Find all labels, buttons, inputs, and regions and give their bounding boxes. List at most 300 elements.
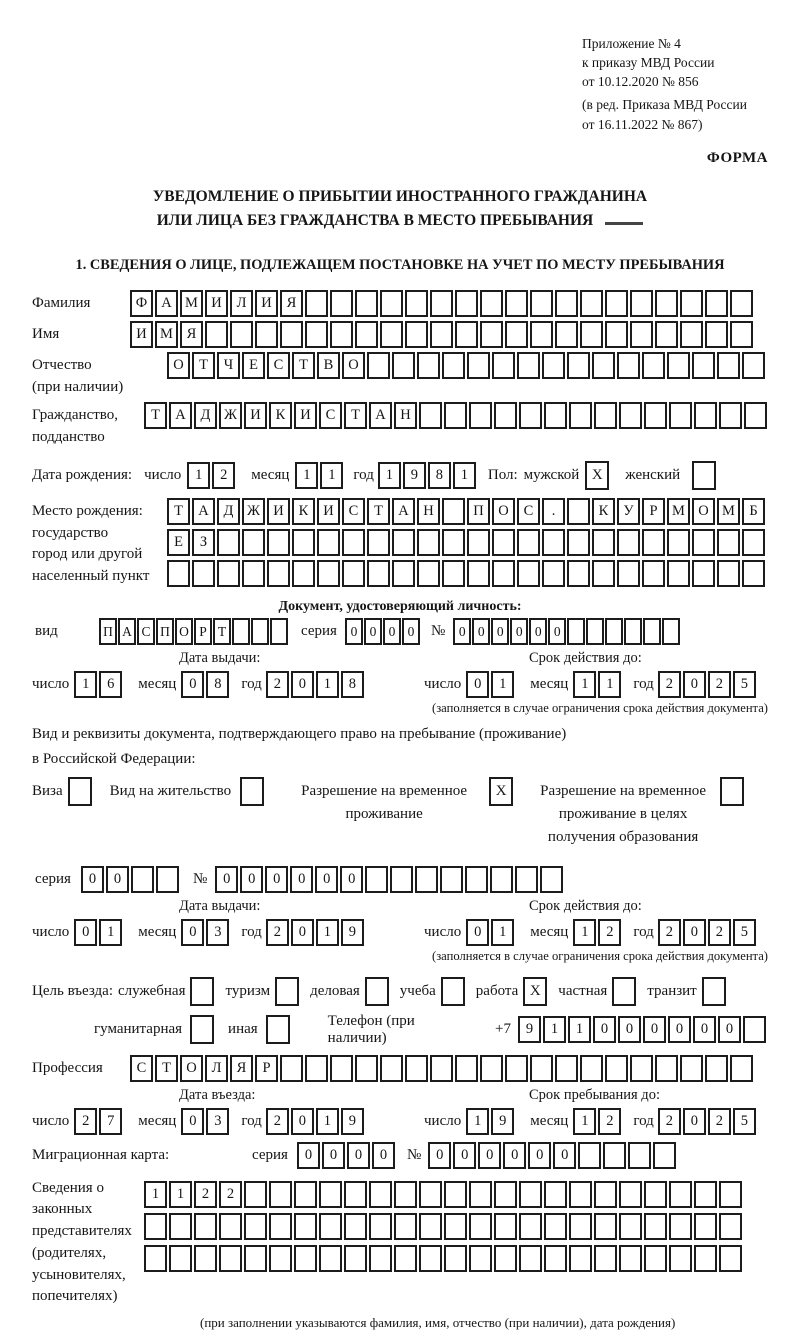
char-box	[719, 1213, 742, 1240]
char-box	[744, 402, 767, 429]
option-residence-permit-checkbox	[240, 777, 266, 806]
representatives-line3	[144, 1245, 744, 1272]
char-box	[667, 352, 690, 379]
char-box	[555, 321, 578, 348]
birth-place-label: Место рождения: государство город или другой населенный пункт	[32, 502, 150, 585]
char-box	[405, 290, 428, 317]
char-box	[619, 1245, 642, 1272]
char-box	[240, 777, 264, 806]
char-box	[419, 1181, 442, 1208]
char-box: 0	[466, 919, 489, 946]
char-box: Т	[155, 1055, 178, 1082]
char-box: П	[99, 618, 117, 645]
purpose-tourism-label: туризм	[225, 982, 271, 999]
char-box	[594, 1181, 617, 1208]
char-box: 0	[718, 1016, 741, 1043]
form-label: ФОРМА	[706, 149, 768, 166]
char-box: М	[180, 290, 203, 317]
doc-number-boxes	[453, 618, 681, 645]
char-box: Я	[230, 1055, 253, 1082]
char-box	[619, 402, 642, 429]
char-box: 1	[169, 1181, 192, 1208]
char-box	[390, 866, 413, 893]
char-box: 0	[240, 866, 263, 893]
valid-year-boxes	[658, 671, 758, 698]
char-box: 1	[316, 671, 339, 698]
res-issue-year-boxes	[266, 919, 366, 946]
char-box	[594, 402, 617, 429]
char-box: М	[717, 498, 740, 525]
char-box	[680, 290, 703, 317]
valid-until-header: Срок действия до:	[529, 649, 642, 666]
char-box: .	[542, 498, 565, 525]
series-label: серия	[35, 870, 71, 887]
stay-until-header: Срок пребывания до:	[529, 1086, 660, 1103]
annex-reference	[582, 34, 768, 134]
char-box: И	[205, 290, 228, 317]
char-box: 1	[491, 919, 514, 946]
char-box: 0	[402, 618, 420, 645]
char-box: 7	[99, 1108, 122, 1135]
annex-line: от 10.12.2020 № 856	[582, 74, 699, 90]
residence-doc-intro2: в Российской Федерации:	[32, 750, 196, 767]
char-box: В	[317, 352, 340, 379]
purpose-business-checkbox	[365, 977, 391, 1006]
char-box	[580, 321, 603, 348]
issue-day-boxes	[74, 671, 124, 698]
male-label: мужской	[523, 466, 580, 483]
surname-row	[32, 290, 768, 317]
char-box: Р	[255, 1055, 278, 1082]
annex-line: к приказу МВД России	[582, 55, 715, 71]
purpose-work-checkbox	[523, 977, 549, 1006]
char-box	[219, 1213, 242, 1240]
day-label: число	[32, 1112, 70, 1129]
char-box: С	[517, 498, 540, 525]
char-box: С	[342, 498, 365, 525]
char-box	[605, 618, 623, 645]
valid-day-boxes	[466, 671, 516, 698]
migration-card-label: Миграционная карта:	[32, 1146, 170, 1163]
char-box: 2	[266, 671, 289, 698]
char-box	[692, 560, 715, 587]
char-box	[505, 1055, 528, 1082]
char-box: К	[269, 402, 292, 429]
char-box	[469, 402, 492, 429]
char-box	[294, 1181, 317, 1208]
char-box: 0	[315, 866, 338, 893]
char-box	[417, 352, 440, 379]
char-box: 0	[291, 919, 314, 946]
char-box	[667, 529, 690, 556]
char-box: 2	[598, 1108, 621, 1135]
char-box	[603, 1142, 626, 1169]
char-box	[605, 1055, 628, 1082]
char-box	[567, 498, 590, 525]
option-temp-residence-label: Разрешение на временное проживание	[301, 782, 468, 823]
char-box: Д	[194, 402, 217, 429]
char-box	[540, 866, 563, 893]
char-box	[519, 1245, 542, 1272]
purpose-transit-label: транзит	[647, 982, 697, 999]
year-label: год	[633, 923, 654, 940]
char-box	[580, 290, 603, 317]
char-box	[266, 1015, 290, 1044]
char-box	[730, 290, 753, 317]
char-box	[494, 1213, 517, 1240]
char-box: 0	[290, 866, 313, 893]
issue-year-boxes	[266, 671, 366, 698]
char-box	[367, 352, 390, 379]
annex-line: Приложение № 4	[582, 36, 681, 51]
birth-place-line2	[167, 529, 767, 556]
char-box	[230, 321, 253, 348]
char-box	[205, 321, 228, 348]
name-boxes	[130, 321, 755, 348]
char-box	[217, 529, 240, 556]
char-box	[194, 1245, 217, 1272]
char-box	[617, 560, 640, 587]
char-box: 3	[206, 1108, 229, 1135]
char-box: 9	[341, 1108, 364, 1135]
char-box	[592, 529, 615, 556]
char-box	[544, 402, 567, 429]
char-box	[430, 290, 453, 317]
option-residence-permit-label: Вид на жительство	[109, 782, 232, 799]
char-box: 8	[206, 671, 229, 698]
entry-date-group	[32, 1108, 424, 1135]
char-box: 2	[658, 919, 681, 946]
char-box: Л	[205, 1055, 228, 1082]
issue-date-group	[32, 919, 424, 946]
month-label: месяц	[530, 923, 569, 940]
char-box	[653, 1142, 676, 1169]
purpose-official-checkbox	[190, 977, 216, 1006]
char-box: 3	[206, 919, 229, 946]
char-box: 1	[568, 1016, 591, 1043]
char-box: У	[617, 498, 640, 525]
char-box	[617, 352, 640, 379]
char-box	[430, 321, 453, 348]
char-box	[542, 352, 565, 379]
patronymic-label: Отчество (при наличии)	[32, 356, 124, 395]
char-box	[269, 1181, 292, 1208]
char-box	[467, 560, 490, 587]
option-visa-label: Виза	[32, 782, 63, 799]
char-box	[517, 352, 540, 379]
char-box	[441, 977, 465, 1006]
purpose-row1	[32, 977, 768, 1006]
char-box: А	[118, 618, 136, 645]
series-label: серия	[252, 1146, 288, 1163]
char-box	[542, 529, 565, 556]
purpose-study-checkbox	[441, 977, 467, 1006]
residence-doc-intro1: Вид и реквизиты документа, подтверждающего право на пребывание (проживание)	[32, 725, 567, 742]
patronymic-boxes	[167, 352, 767, 379]
char-box: 0	[297, 1142, 320, 1169]
char-box: X	[489, 777, 513, 806]
day-label: число	[424, 923, 462, 940]
profession-label: Профессия	[32, 1059, 103, 1076]
char-box: 0	[340, 866, 363, 893]
char-box	[367, 560, 390, 587]
char-box	[442, 560, 465, 587]
char-box: З	[192, 529, 215, 556]
char-box	[444, 402, 467, 429]
char-box: 0	[291, 1108, 314, 1135]
year-label: год	[633, 1112, 654, 1129]
char-box: 0	[683, 919, 706, 946]
char-box: А	[169, 402, 192, 429]
char-box: 0	[472, 618, 490, 645]
char-box	[517, 560, 540, 587]
residence-doc-series-row	[32, 866, 768, 893]
char-box: 0	[478, 1142, 501, 1169]
char-box: 0	[215, 866, 238, 893]
char-box	[569, 1181, 592, 1208]
char-box: Е	[167, 529, 190, 556]
char-box	[505, 290, 528, 317]
char-box	[294, 1213, 317, 1240]
char-box	[669, 1213, 692, 1240]
birth-date-row	[32, 461, 768, 490]
year-label: год	[241, 923, 262, 940]
char-box	[417, 529, 440, 556]
char-box	[192, 560, 215, 587]
char-box	[605, 290, 628, 317]
char-box	[692, 461, 716, 490]
char-box	[505, 321, 528, 348]
purpose-business-label: деловая	[310, 982, 360, 999]
char-box	[717, 560, 740, 587]
name-row	[32, 321, 768, 348]
option-visa-checkbox	[68, 777, 94, 806]
char-box	[542, 560, 565, 587]
stay-day-boxes	[466, 1108, 516, 1135]
char-box	[344, 1213, 367, 1240]
citizenship-row	[32, 402, 768, 449]
char-box	[694, 402, 717, 429]
number-label: №	[430, 622, 446, 639]
char-box: Р	[642, 498, 665, 525]
char-box	[586, 618, 604, 645]
char-box	[244, 1213, 267, 1240]
char-box	[219, 1245, 242, 1272]
option-visa	[32, 777, 94, 806]
char-box: 0	[683, 1108, 706, 1135]
char-box	[365, 977, 389, 1006]
char-box	[251, 618, 269, 645]
char-box	[555, 290, 578, 317]
char-box: 1	[453, 462, 476, 489]
residence-doc-options-row	[32, 777, 768, 850]
char-box	[544, 1181, 567, 1208]
number-label: №	[406, 1146, 422, 1163]
char-box	[480, 290, 503, 317]
residence-series-boxes	[81, 866, 181, 893]
char-box	[194, 1213, 217, 1240]
char-box	[717, 352, 740, 379]
blank-underline	[605, 222, 643, 225]
char-box: Т	[213, 618, 231, 645]
issue-month-boxes	[181, 671, 231, 698]
char-box: 2	[658, 671, 681, 698]
res-issue-month-boxes	[181, 919, 231, 946]
char-box	[369, 1245, 392, 1272]
char-box: 0	[668, 1016, 691, 1043]
char-box	[669, 402, 692, 429]
char-box	[305, 1055, 328, 1082]
char-box: Т	[367, 498, 390, 525]
phone-label: Телефон (при наличии)	[327, 1012, 415, 1046]
char-box	[419, 402, 442, 429]
char-box: 1	[187, 462, 210, 489]
char-box: 0	[683, 671, 706, 698]
char-box	[305, 290, 328, 317]
char-box	[642, 352, 665, 379]
char-box: 0	[383, 618, 401, 645]
char-box: 2	[219, 1181, 242, 1208]
char-box: 9	[518, 1016, 541, 1043]
profession-boxes	[130, 1055, 755, 1082]
char-box: А	[369, 402, 392, 429]
char-box	[131, 866, 154, 893]
char-box: 1	[320, 462, 343, 489]
char-box: X	[585, 461, 609, 490]
edition-line: от 16.11.2022 № 867)	[582, 116, 703, 132]
section1-heading: 1. СВЕДЕНИЯ О ЛИЦЕ, ПОДЛЕЖАЩЕМ ПОСТАНОВКЕ НА УЧЕТ ПО МЕСТУ ПРЕБЫВАНИЯ	[75, 256, 725, 273]
purpose-tourism-checkbox	[275, 977, 301, 1006]
char-box	[680, 1055, 703, 1082]
month-label: месяц	[530, 675, 569, 692]
day-label: число	[424, 675, 462, 692]
char-box: С	[130, 1055, 153, 1082]
char-box: О	[692, 498, 715, 525]
char-box: 9	[491, 1108, 514, 1135]
char-box: 0	[74, 919, 97, 946]
char-box	[494, 1245, 517, 1272]
year-label: год	[353, 466, 374, 483]
birth-year-boxes	[378, 462, 478, 489]
birth-place-boxes	[167, 498, 767, 591]
char-box	[730, 321, 753, 348]
form-title	[32, 185, 768, 233]
day-label: число	[144, 466, 182, 483]
entry-date-headers	[32, 1087, 768, 1107]
char-box: 0	[322, 1142, 345, 1169]
char-box: 1	[74, 671, 97, 698]
char-box	[415, 866, 438, 893]
char-box	[355, 321, 378, 348]
char-box: 2	[266, 919, 289, 946]
char-box	[156, 866, 179, 893]
char-box: Я	[180, 321, 203, 348]
migration-card-row	[32, 1142, 768, 1169]
char-box: 0	[453, 618, 471, 645]
char-box: Т	[292, 352, 315, 379]
char-box: Т	[167, 498, 190, 525]
birth-month-boxes	[295, 462, 345, 489]
char-box	[694, 1245, 717, 1272]
char-box	[394, 1181, 417, 1208]
char-box	[442, 498, 465, 525]
char-box	[655, 321, 678, 348]
year-label: год	[241, 675, 262, 692]
option-temp-residence-education-label: Разрешение на временное проживание в целях получения образования	[540, 782, 707, 846]
char-box	[705, 1055, 728, 1082]
char-box	[705, 321, 728, 348]
residence-doc-dates-row	[32, 919, 768, 946]
char-box	[742, 352, 765, 379]
char-box: 5	[733, 671, 756, 698]
char-box: 9	[403, 462, 426, 489]
phone-prefix: +7	[495, 1021, 511, 1038]
doc-series-boxes	[345, 618, 421, 645]
char-box	[269, 1213, 292, 1240]
female-checkbox	[692, 461, 718, 490]
representatives-label: Сведения о законных представителях (родителях, усыновителях, попечителях)	[32, 1179, 132, 1305]
stay-until-group	[424, 1108, 758, 1135]
char-box	[417, 560, 440, 587]
doc-type-boxes	[99, 618, 289, 645]
form-title-line1: УВЕДОМЛЕНИЕ О ПРИБЫТИИ ИНОСТРАННОГО ГРАЖДАНИНА	[152, 187, 648, 205]
char-box	[169, 1245, 192, 1272]
char-box	[680, 321, 703, 348]
res-valid-day-boxes	[466, 919, 516, 946]
day-label: число	[32, 923, 70, 940]
representatives-line1	[144, 1181, 744, 1208]
entry-date-header: Дата въезда:	[179, 1086, 256, 1103]
char-box	[405, 1055, 428, 1082]
entry-day-boxes	[74, 1108, 124, 1135]
birth-place-line1	[167, 498, 767, 525]
char-box: 0	[593, 1016, 616, 1043]
char-box: 0	[466, 671, 489, 698]
day-label: число	[424, 1112, 462, 1129]
char-box	[630, 1055, 653, 1082]
issue-date-header: Дата выдачи:	[179, 649, 261, 666]
char-box	[580, 1055, 603, 1082]
char-box	[578, 1142, 601, 1169]
char-box	[317, 560, 340, 587]
purpose-private-checkbox	[612, 977, 638, 1006]
char-box	[628, 1142, 651, 1169]
char-box: 1	[543, 1016, 566, 1043]
issue-date-header: Дата выдачи:	[179, 897, 261, 914]
issue-date-group	[32, 671, 424, 698]
year-label: год	[633, 675, 654, 692]
char-box	[380, 1055, 403, 1082]
char-box: Ж	[242, 498, 265, 525]
char-box	[330, 290, 353, 317]
purpose-private-label: частная	[558, 982, 608, 999]
char-box: Н	[417, 498, 440, 525]
char-box	[742, 529, 765, 556]
char-box	[492, 560, 515, 587]
char-box	[555, 1055, 578, 1082]
char-box	[305, 321, 328, 348]
char-box	[169, 1213, 192, 1240]
char-box	[392, 352, 415, 379]
char-box	[465, 866, 488, 893]
valid-until-group	[424, 671, 758, 698]
char-box: О	[167, 352, 190, 379]
char-box: 1	[491, 671, 514, 698]
char-box	[669, 1245, 692, 1272]
char-box	[667, 560, 690, 587]
profession-row	[32, 1055, 768, 1082]
char-box	[605, 321, 628, 348]
